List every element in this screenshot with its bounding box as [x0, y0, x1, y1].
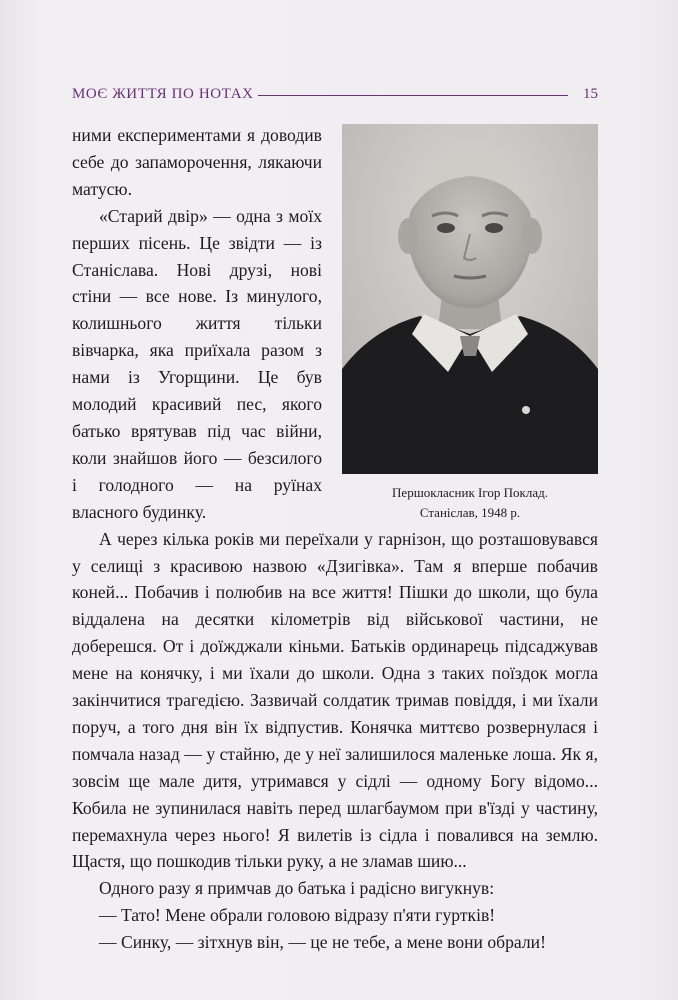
running-title: МОЄ ЖИТТЯ ПО НОТАХ [72, 86, 254, 102]
paragraph: «Старий двір» — одна з моїх перших пісень. Це звідти — із Станіслава. Нові друзі, нові стіни — все нове. Із минулого, колишнього життя тільки вівчарка, яка приїхала разом з нами із Угорщини. Це був молодий красивий пес, якого батько врятував під час війни, коли знайшов його — безсилого і голодного — на руїнах власного будинку. [72, 205, 322, 522]
dialogue-line: — Синку, — зітхнув він, — це не тебе, а мене вони обрали! [99, 932, 546, 953]
body-text [72, 122, 598, 956]
caption-line-1: Першокласник Ігор Поклад. [392, 485, 548, 500]
page-number: 15 [583, 86, 598, 102]
photo-figure [336, 124, 598, 523]
photo-caption [342, 483, 598, 523]
portrait-photo [342, 124, 598, 474]
running-header [72, 86, 598, 108]
paragraph: ними експериментами я доводив себе до запаморочення, лякаючи матусю. [72, 125, 322, 199]
portrait-illustration [342, 124, 598, 474]
header-rule [258, 95, 568, 96]
paragraph: Одного разу я примчав до батька і радісно вигукнув: [99, 878, 495, 899]
paragraph: А через кілька років ми переїхали у гарнізон, що розташовувався у селищі з красивою назвою «Дзигівка». Там я вперше побачив коней... Побачив і полюбив на все життя! Пішки до школи, що була віддалена на десятки кілометрів від військової частини, не доберешся. От і доїжджали кіньми. Батьків ординарець підсаджував мене на конячку, і ми їхали до школи. Одна з таких поїздок могла закінчитися трагедією. Зазвичай солдатик тримав повіддя, і ми їхали поруч, а того дня він їх відпустив. Конячка миттєво розвернулася і помчала назад — у стайню, де у неї залишилося маленьке лоша. Як я, зовсім ще мале дитя, утримався у сідлі — одному Богу відомо... Кобила не зупинилася навіть перед шлагбаумом при в'їзді у частину, перемахнула через нього! Я вилетів із сідла і повалився на землю. Щастя, що пошкодив тільки руку, а не зламав шию... [72, 528, 598, 872]
dialogue-line: — Тато! Мене обрали головою відразу п'яти гуртків! [99, 905, 496, 926]
caption-line-2: Станіслав, 1948 р. [419, 505, 521, 520]
